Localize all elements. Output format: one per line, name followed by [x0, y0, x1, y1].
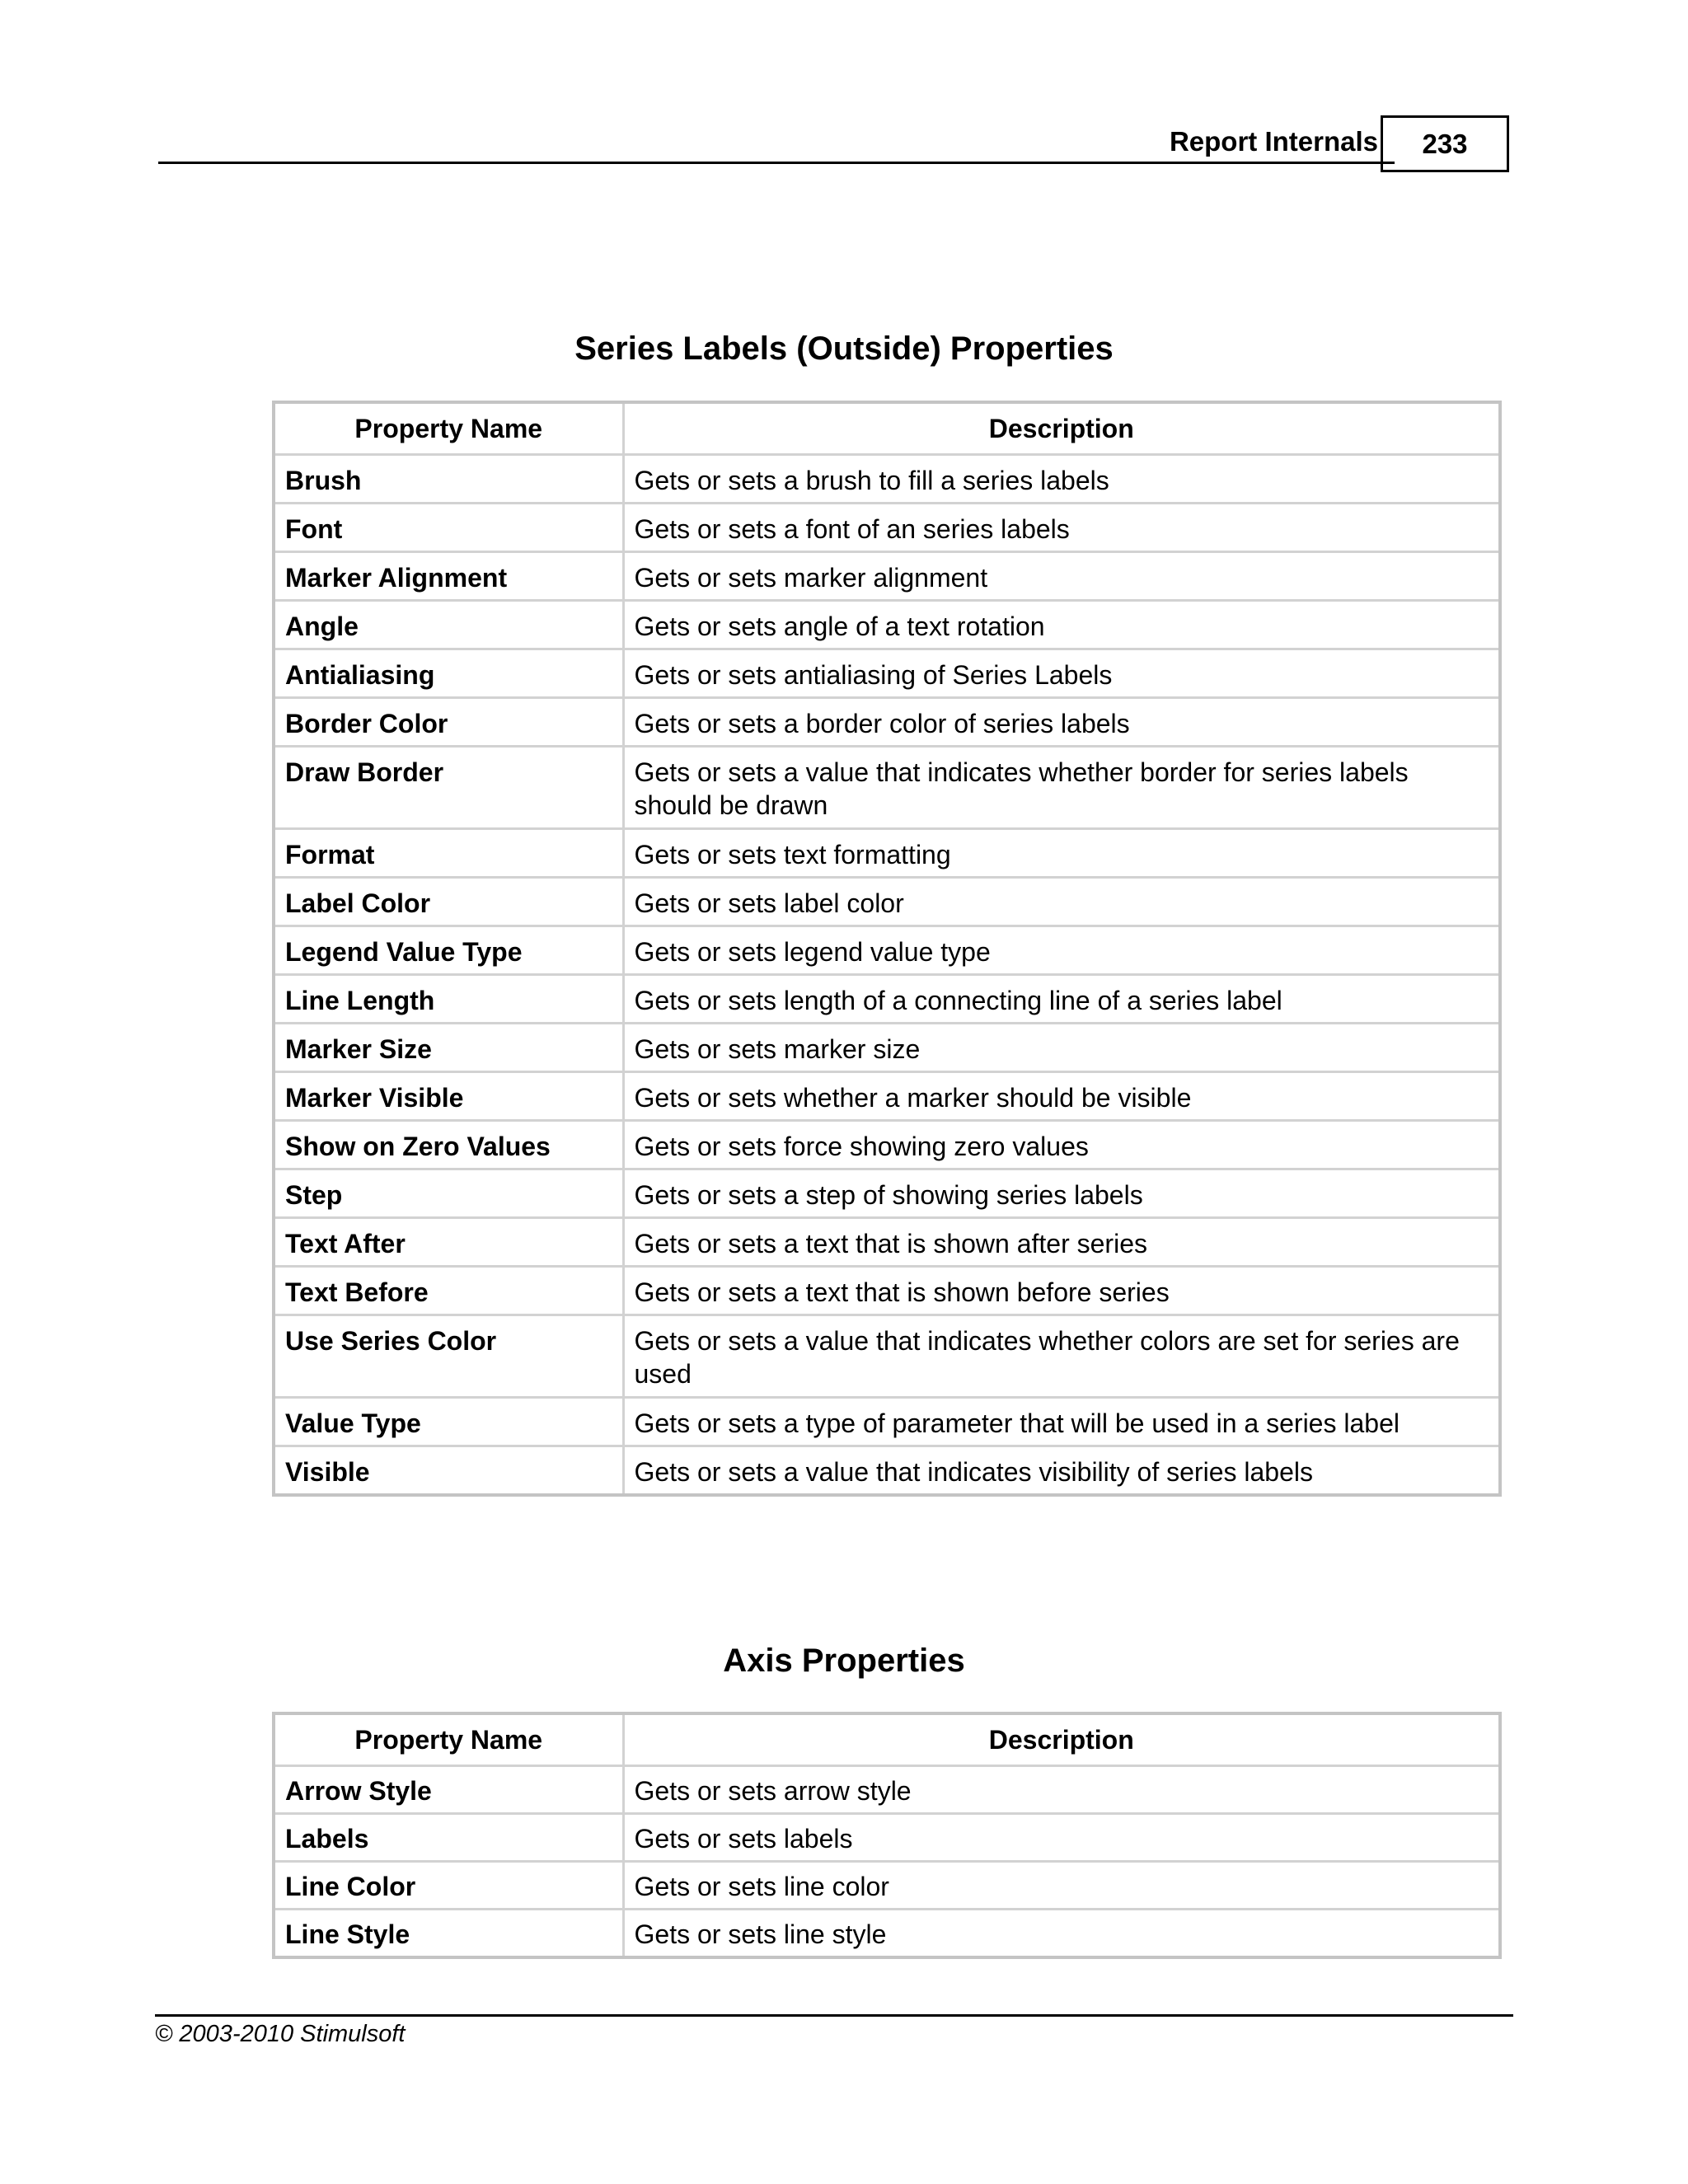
property-name-cell: Show on Zero Values	[274, 1121, 623, 1169]
property-description-cell: Gets or sets length of a connecting line of a series label	[623, 975, 1500, 1024]
property-name-cell: Marker Alignment	[274, 552, 623, 601]
property-description-cell: Gets or sets a type of parameter that will be used in a series label	[623, 1398, 1500, 1446]
property-description-cell: Gets or sets whether a marker should be visible	[623, 1072, 1500, 1121]
property-name-cell: Line Color	[274, 1862, 623, 1910]
property-description-cell: Gets or sets line color	[623, 1862, 1500, 1910]
property-description-cell: Gets or sets a text that is shown before series	[623, 1267, 1500, 1315]
property-name-cell: Legend Value Type	[274, 926, 623, 975]
table-row	[274, 1398, 1500, 1446]
table-row	[274, 878, 1500, 926]
property-name-cell: Angle	[274, 601, 623, 649]
property-name-cell: Visible	[274, 1446, 623, 1495]
table-row	[274, 552, 1500, 601]
property-name-cell: Text After	[274, 1218, 623, 1267]
footer-copyright: © 2003-2010 Stimulsoft	[155, 2021, 406, 2047]
header-title: Report Internals	[1169, 126, 1378, 157]
series-labels-properties-table	[272, 401, 1502, 1497]
table-row	[274, 1446, 1500, 1495]
property-name-cell: Draw Border	[274, 747, 623, 829]
property-description-cell: Gets or sets a text that is shown after series	[623, 1218, 1500, 1267]
property-name-cell: Arrow Style	[274, 1766, 623, 1814]
footer-rule	[155, 2014, 1513, 2017]
table-row	[274, 1169, 1500, 1218]
property-name-cell: Font	[274, 504, 623, 552]
property-name-cell: Step	[274, 1169, 623, 1218]
table-row	[274, 649, 1500, 698]
property-name-cell: Brush	[274, 455, 623, 504]
property-description-cell: Gets or sets a border color of series labels	[623, 698, 1500, 747]
column-header-property-name: Property Name	[274, 402, 623, 455]
property-name-cell: Line Style	[274, 1910, 623, 1957]
table-row	[274, 1218, 1500, 1267]
property-description-cell: Gets or sets a value that indicates whether border for series labels should be drawn	[623, 747, 1500, 829]
table-row	[274, 747, 1500, 829]
property-name-cell: Label Color	[274, 878, 623, 926]
table-row	[274, 1072, 1500, 1121]
property-description-cell: Gets or sets marker alignment	[623, 552, 1500, 601]
property-description-cell: Gets or sets a value that indicates whether colors are set for series are used	[623, 1315, 1500, 1398]
column-header-description: Description	[623, 1713, 1500, 1766]
property-name-cell: Labels	[274, 1814, 623, 1862]
axis-title: Axis Properties	[723, 1643, 965, 1679]
property-description-cell: Gets or sets a font of an series labels	[623, 504, 1500, 552]
table-row	[274, 1267, 1500, 1315]
table-row	[274, 1315, 1500, 1398]
property-name-cell: Border Color	[274, 698, 623, 747]
property-description-cell: Gets or sets line style	[623, 1910, 1500, 1957]
table-row	[274, 1024, 1500, 1072]
property-name-cell: Marker Visible	[274, 1072, 623, 1121]
property-description-cell: Gets or sets antialiasing of Series Labels	[623, 649, 1500, 698]
series-labels-rows	[274, 455, 1500, 1495]
table-row	[274, 1121, 1500, 1169]
table-row	[274, 926, 1500, 975]
property-description-cell: Gets or sets a brush to fill a series labels	[623, 455, 1500, 504]
property-description-cell: Gets or sets text formatting	[623, 829, 1500, 878]
property-description-cell: Gets or sets angle of a text rotation	[623, 601, 1500, 649]
table-row	[274, 698, 1500, 747]
property-name-cell: Value Type	[274, 1398, 623, 1446]
page-number: 233	[1381, 115, 1509, 172]
table-row	[274, 601, 1500, 649]
property-name-cell: Format	[274, 829, 623, 878]
axis-rows	[274, 1766, 1500, 1957]
column-header-property-name: Property Name	[274, 1713, 623, 1766]
property-description-cell: Gets or sets legend value type	[623, 926, 1500, 975]
column-header-description: Description	[623, 402, 1500, 455]
table-row	[274, 1862, 1500, 1910]
table-row	[274, 1766, 1500, 1814]
table-header-row	[274, 1713, 1500, 1766]
table-row	[274, 1814, 1500, 1862]
table-row	[274, 975, 1500, 1024]
property-name-cell: Marker Size	[274, 1024, 623, 1072]
series-labels-title: Series Labels (Outside) Properties	[574, 330, 1114, 367]
property-description-cell: Gets or sets label color	[623, 878, 1500, 926]
table-row	[274, 504, 1500, 552]
property-description-cell: Gets or sets labels	[623, 1814, 1500, 1862]
property-name-cell: Text Before	[274, 1267, 623, 1315]
table-header-row	[274, 402, 1500, 455]
axis-properties-table	[272, 1712, 1502, 1959]
property-description-cell: Gets or sets a value that indicates visibility of series labels	[623, 1446, 1500, 1495]
property-name-cell: Use Series Color	[274, 1315, 623, 1398]
header-rule	[158, 162, 1395, 164]
page-header	[158, 115, 1512, 175]
property-description-cell: Gets or sets force showing zero values	[623, 1121, 1500, 1169]
property-name-cell: Antialiasing	[274, 649, 623, 698]
property-description-cell: Gets or sets marker size	[623, 1024, 1500, 1072]
property-description-cell: Gets or sets a step of showing series labels	[623, 1169, 1500, 1218]
property-description-cell: Gets or sets arrow style	[623, 1766, 1500, 1814]
table-row	[274, 1910, 1500, 1957]
table-row	[274, 829, 1500, 878]
table-row	[274, 455, 1500, 504]
property-name-cell: Line Length	[274, 975, 623, 1024]
